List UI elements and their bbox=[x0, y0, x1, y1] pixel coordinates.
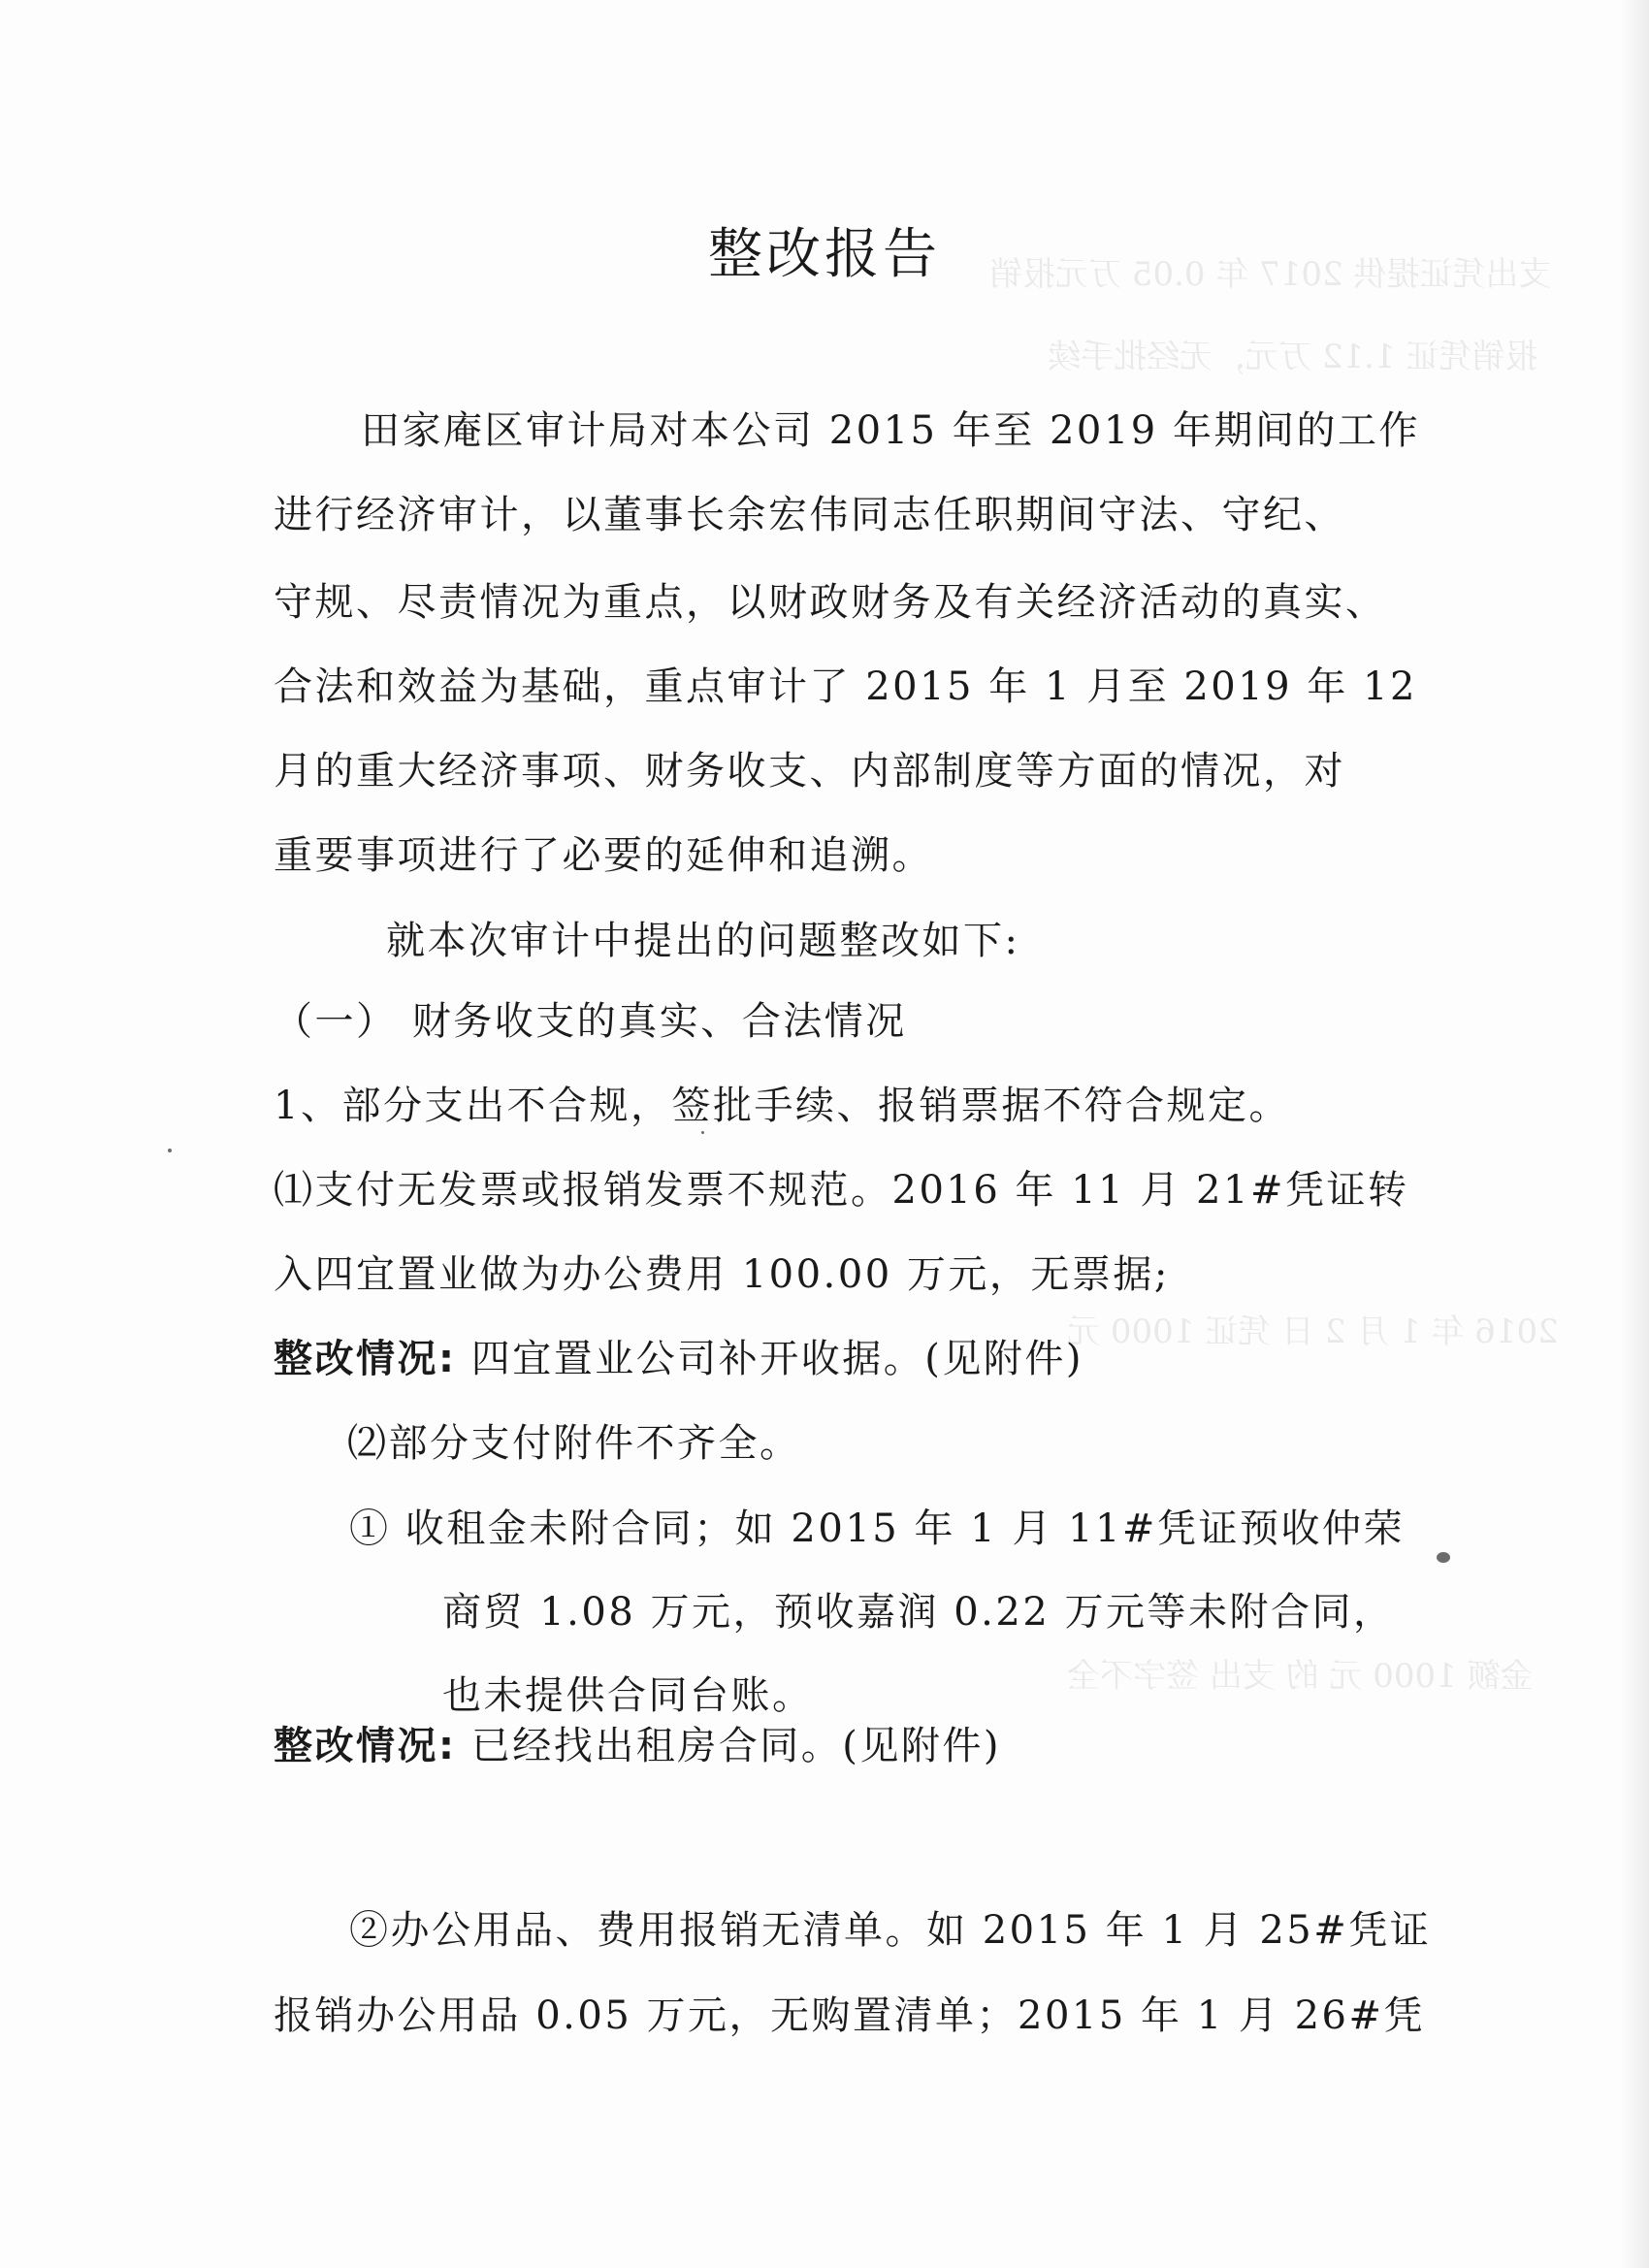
intro-line: 重要事项进行了必要的延伸和追溯。 bbox=[274, 833, 933, 878]
sub-item-line: 也未提供合同台账。 bbox=[442, 1673, 814, 1718]
lead-sentence: 就本次审计中提出的问题整改如下: bbox=[386, 919, 1020, 963]
sub-item-line: 报销办公用品 0.05 万元，无购置清单；2015 年 1 月 26#凭 bbox=[274, 1993, 1426, 2038]
scan-speck bbox=[1437, 1552, 1450, 1563]
bleed-through-text: 2016 年 1 月 2 日 凭证 1000 元 bbox=[1067, 1312, 1559, 1351]
rectification-line bbox=[274, 1330, 1083, 1388]
item-heading: ⑵部分支付附件不齐全。 bbox=[347, 1421, 801, 1466]
sub-item-line: 商贸 1.08 万元，预收嘉润 0.22 万元等未附合同， bbox=[442, 1590, 1395, 1635]
rectification-text: 四宜置业公司补开收据。(见附件) bbox=[456, 1337, 1083, 1381]
item-text-line: 入四宜置业做为办公费用 100.00 万元，无票据; bbox=[274, 1252, 1170, 1297]
rectification-label: 整改情况: bbox=[274, 1724, 457, 1768]
intro-line: 进行经济审计，以董事长余宏伟同志任职期间守法、守纪、 bbox=[274, 493, 1345, 537]
scan-speck bbox=[701, 1131, 704, 1134]
intro-line: 月的重大经济事项、财务收支、内部制度等方面的情况，对 bbox=[274, 749, 1345, 794]
document-title: 整改报告 bbox=[708, 223, 941, 286]
intro-line: 守规、尽责情况为重点，以财政财务及有关经济活动的真实、 bbox=[274, 580, 1387, 625]
sub-item-line: ②办公用品、费用报销无清单。如 2015 年 1 月 25#凭证 bbox=[349, 1908, 1432, 1953]
item-text-line: ⑴支付无发票或报销发票不规范。2016 年 11 月 21#凭证转 bbox=[274, 1168, 1409, 1213]
bleed-through-text: 报销凭证 1.12 万元，无经批手续 bbox=[1048, 338, 1538, 376]
section-heading: （一） 财务收支的真实、合法情况 bbox=[274, 999, 907, 1044]
scan-edge-shadow bbox=[1620, 0, 1649, 2268]
item-heading: 1、部分支出不合规，签批手续、报销票据不符合规定。 bbox=[274, 1084, 1290, 1128]
rectification-text: 已经找出租房合同。(见附件) bbox=[456, 1724, 1001, 1768]
bleed-through-text: 金额 1000 元 的 支出 签字不全 bbox=[1067, 1657, 1534, 1696]
scan-speck bbox=[168, 1149, 172, 1152]
rectification-line bbox=[274, 1717, 1001, 1775]
intro-line: 合法和效益为基础，重点审计了 2015 年 1 月至 2019 年 12 bbox=[274, 664, 1417, 709]
bleed-through-text: 支出凭证提供 2017 年 0.05 万元报销 bbox=[989, 255, 1552, 294]
sub-item-line: ① 收租金未附合同；如 2015 年 1 月 11#凭证预收仲荣 bbox=[349, 1507, 1405, 1551]
rectification-label: 整改情况: bbox=[274, 1337, 457, 1381]
intro-line: 田家庵区审计局对本公司 2015 年至 2019 年期间的工作 bbox=[361, 408, 1420, 453]
